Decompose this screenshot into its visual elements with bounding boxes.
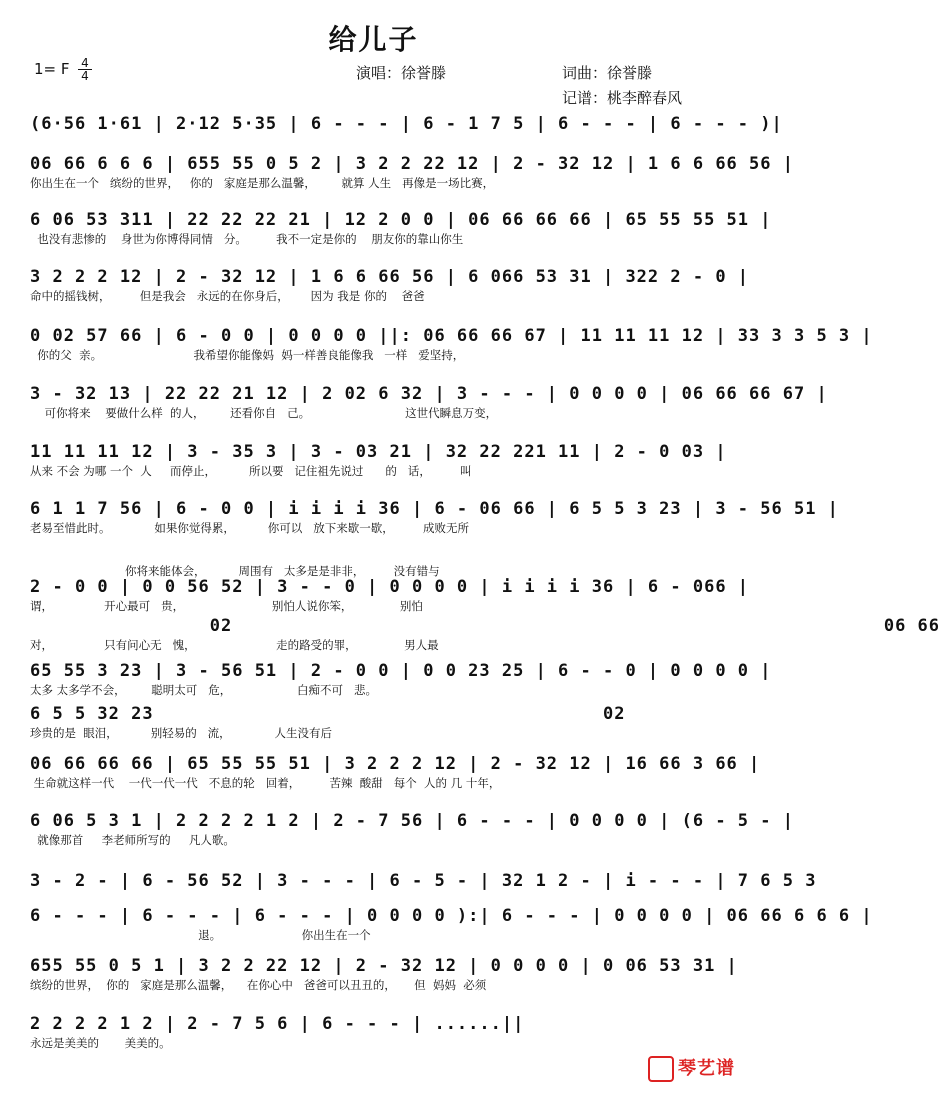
lyrics-line: [30, 135, 720, 151]
notation-line: [30, 541, 720, 563]
lyrics-line: 你出生在一个 缤纷的世界， 你的 家庭是那么温馨， 就算 人生 再像是一场比赛，: [30, 176, 495, 190]
notation-line: 3 - 2 - | 6 - 56 52 | 3 - - - | 6 - 5 - | 32 1 2 - | i - - - | 7 6 5 3: [30, 871, 817, 891]
score-line: [30, 955, 738, 993]
score-line: [30, 153, 794, 191]
transcriber-credit: 记谱：桃李醉春风: [562, 89, 683, 107]
notation-line: 6 - - - | 6 - - - | 6 - - - | 0 0 0 0 ):| 6 - - - | 0 0 0 0 | 06 66 6 6 6 |: [30, 906, 873, 926]
notation-line: 06 66 66 66 | 65 55 55 51 | 3 2 2 2 12 | 2 - 32 12 | 16 66 3 66 |: [30, 754, 761, 774]
site-logo: [648, 1054, 735, 1082]
lyrics-line: 缤纷的世界， 你的 家庭是那么温馨， 在你心中 爸爸可以丑丑的， 但 妈妈 必须: [30, 978, 487, 992]
notation-line: 02 06 66: [30, 616, 940, 636]
score-line: [30, 905, 873, 943]
lyrics-line: 也没有悲惨的 身世为你博得同情 分。 我不一定是你的 朋友你的靠山你生: [30, 232, 464, 246]
notation-line: 6 06 53 311 | 22 22 22 21 | 12 2 0 0 | 06 66 66 66 | 65 55 55 51 |: [30, 210, 772, 230]
score-line: [30, 660, 772, 698]
score-line: [30, 266, 750, 304]
lyrics-line: 太多 太多学不会， 聪明太可 危， 白痴不可 悲。: [30, 683, 377, 697]
site-name: 琴艺谱: [678, 1058, 735, 1079]
notation-line: 3 2 2 2 12 | 2 - 32 12 | 1 6 6 66 56 | 6 066 53 31 | 322 2 - 0 |: [30, 267, 750, 287]
score-line: [30, 498, 839, 536]
score-line: [30, 810, 794, 848]
time-signature: [78, 57, 92, 82]
score-line: [30, 870, 817, 908]
lyrics-line: 命中的摇钱树， 但是我会 永远的在你身后， 因为 我是 你的 爸爸: [30, 289, 425, 303]
lyrics-line: 可你将来 要做什么样 的人， 还看你自 己。 这世代瞬息万变，: [30, 406, 498, 420]
notation-line: 2 - 0 0 | 0 0 56 52 | 3 - - 0 | 0 0 0 0 | i i i i 36 | 6 - 066 |: [30, 577, 750, 597]
score-line: [30, 541, 720, 579]
notation-line: 0 02 57 66 | 6 - 0 0 | 0 0 0 0 ||: 06 66 66 67 | 11 11 11 12 | 33 3 3 5 3 |: [30, 326, 873, 346]
lyrics-line: 老易至惜此时。 如果你觉得累， 你可以 放下来歇一歇， 成败无所: [30, 521, 469, 535]
score-line: [30, 615, 940, 653]
score-line: [30, 325, 873, 363]
score-line: [30, 576, 750, 614]
notation-line: 11 11 11 12 | 3 - 35 3 | 3 - 03 21 | 32 22 221 11 | 2 - 0 03 |: [30, 442, 727, 462]
score-line: [30, 209, 772, 247]
logo-icon: [648, 1056, 674, 1082]
lyrics-line: 你的父 亲。 我希望你能像妈 妈一样善良能像我 一样 爱坚持，: [30, 348, 465, 362]
notation-line: 6 06 5 3 1 | 2 2 2 2 1 2 | 2 - 7 56 | 6 - - - | 0 0 0 0 | (6 - 5 - |: [30, 811, 794, 831]
notation-line: 655 55 0 5 1 | 3 2 2 22 12 | 2 - 32 12 | 0 0 0 0 | 0 06 53 31 |: [30, 956, 738, 976]
lyrics-line: 退。 你出生在一个: [30, 928, 371, 942]
composer-credit: 词曲：徐誉滕: [562, 64, 653, 82]
notation-line: 6 5 5 32 23 02: [30, 704, 626, 724]
lyrics-line: 谓， 开心最可 贵， 别怕人说你笨， 别怕: [30, 599, 423, 613]
notation-line: (6·56 1·61 | 2·12 5·35 | 6 - - - | 6 - 1 7 5 | 6 - - - | 6 - - - )|: [30, 114, 783, 134]
key-signature: 1= F: [34, 60, 70, 78]
notation-line: 2 2 2 2 1 2 | 2 - 7 5 6 | 6 - - - | ......||: [30, 1014, 525, 1034]
score-line: [30, 113, 783, 151]
score-line: [30, 383, 828, 421]
score-line: [30, 441, 727, 479]
song-title: 给儿子: [328, 23, 419, 56]
lyrics-line: 对， 只有问心无 愧， 走的路受的罪， 男人最: [30, 638, 439, 652]
lyrics-line: 永远是美美的 美美的。: [30, 1036, 171, 1050]
score-line: [30, 703, 720, 741]
lyrics-line: 你将来能体会， 周围有 太多是是非非， 没有错与: [30, 564, 440, 578]
lyrics-line: 生命就这样一代 一代一代一代 不息的轮 回着， 苦辣 酸甜 每个 人的 几 十年，: [30, 776, 501, 790]
score-line: [30, 1013, 720, 1051]
lyrics-line: 就像那首 李老师所写的 凡人歌。: [30, 833, 235, 847]
notation-line: 65 55 3 23 | 3 - 56 51 | 2 - 0 0 | 0 0 23 25 | 6 - - 0 | 0 0 0 0 |: [30, 661, 772, 681]
lyrics-line: 珍贵的是 眼泪， 别轻易的 流， 人生没有后: [30, 726, 333, 740]
time-signature-bottom: 4: [81, 69, 89, 83]
notation-line: 3 - 32 13 | 22 22 21 12 | 2 02 6 32 | 3 - - - | 0 0 0 0 | 06 66 66 67 |: [30, 384, 828, 404]
score-line: [30, 753, 761, 791]
time-signature-top: 4: [81, 56, 89, 70]
singer-credit: 演唱：徐誉滕: [356, 64, 447, 82]
lyrics-line: 从来 不会 为哪 一个 人 而停止， 所以要 记住祖先说过 的 话， 叫: [30, 464, 472, 478]
notation-line: 6 1 1 7 56 | 6 - 0 0 | i i i i 36 | 6 - 06 66 | 6 5 5 3 23 | 3 - 56 51 |: [30, 499, 839, 519]
notation-line: 06 66 6 6 6 | 655 55 0 5 2 | 3 2 2 22 12 | 2 - 32 12 | 1 6 6 66 56 |: [30, 154, 794, 174]
